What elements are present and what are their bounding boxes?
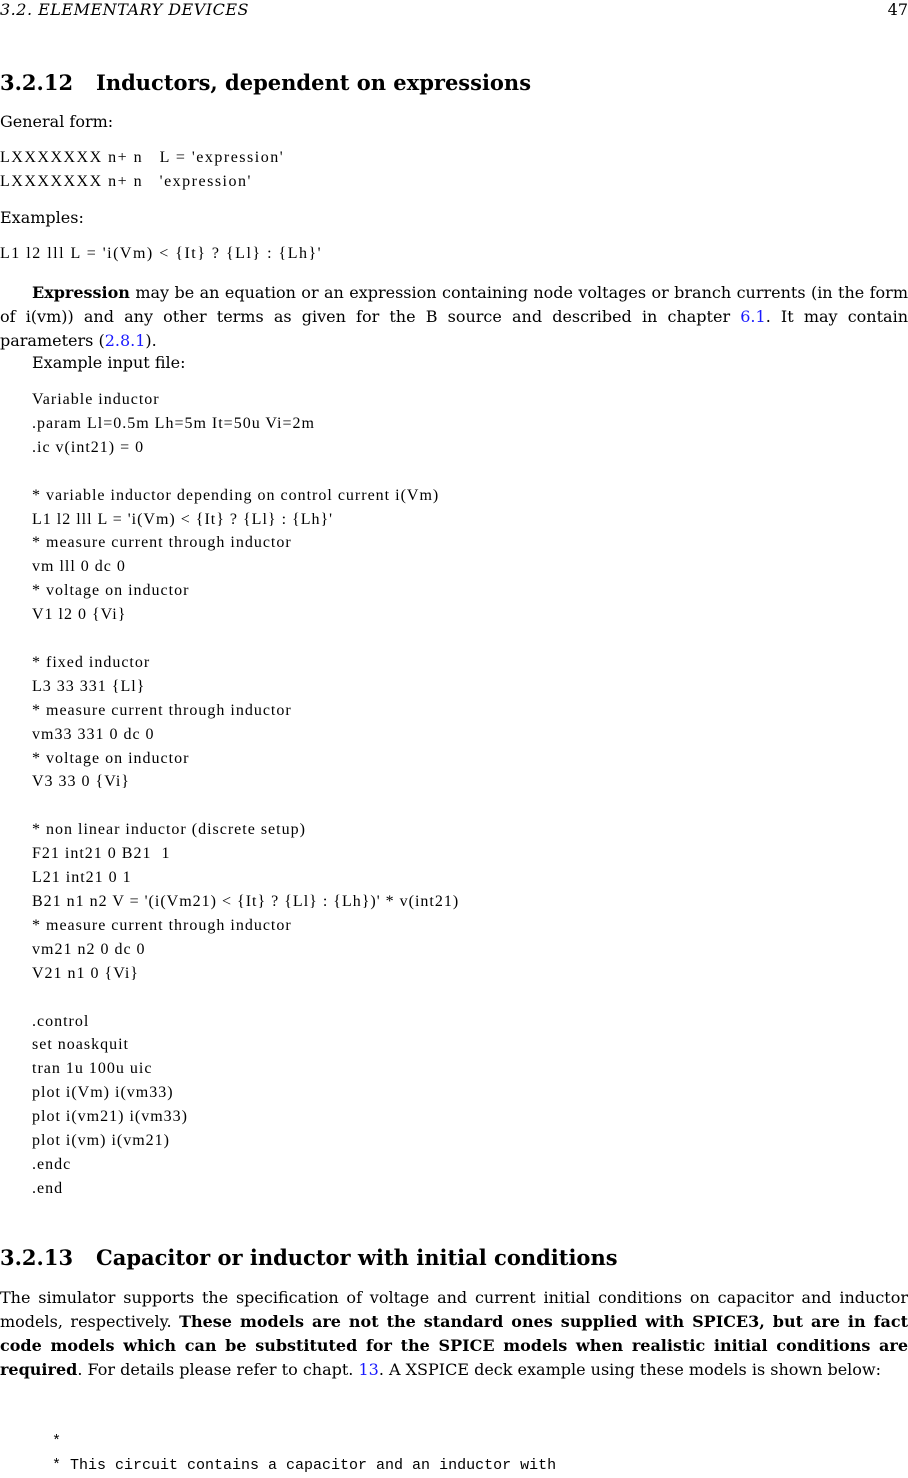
expression-term: Expression [32, 283, 130, 302]
code-line: .endc [32, 1155, 72, 1173]
code-line: * voltage on inductor [32, 582, 190, 600]
code-line [32, 460, 459, 484]
code-line: B21 n1 n2 V = '(i(Vm21) < {It} ? {Ll} : {Lh})' * v(int21) [32, 892, 460, 910]
code-line: * measure current through inductor [32, 916, 292, 934]
section-title: Inductors, dependent on expressions [96, 70, 532, 95]
code-line: vm33 331 0 dc 0 [32, 725, 155, 743]
examples-label: Examples: [0, 208, 84, 227]
code-line: tran 1u 100u uic [32, 1060, 153, 1078]
code-line: * measure current through inductor [32, 534, 292, 552]
example-input-label: Example input file: [32, 353, 186, 372]
code-line: plot i(Vm) i(vm33) [32, 1084, 174, 1102]
code-line: V21 n1 0 {Vi} [32, 964, 139, 982]
code-line [32, 986, 459, 1010]
general-form-block [0, 146, 284, 194]
code-line [32, 627, 459, 651]
code-line: * variable inductor depending on control current i(Vm) [32, 486, 440, 504]
code-line: L1 l2 lll L = 'i(Vm) < {It} ? {Ll} : {Lh}' [32, 510, 334, 528]
code-line: * non linear inductor (discrete setup) [32, 821, 306, 839]
general-form-line-2: LXXXXXXX n+ n 'expression' [0, 172, 252, 190]
code-line: L21 int21 0 1 [32, 869, 132, 887]
bold-statement: These models are not the standard ones supplied with SPICE3, but are in fact code models which can be substituted for the SPICE models when realistic initial conditions are required [0, 1312, 908, 1379]
code-line: V1 l2 0 {Vi} [32, 606, 127, 624]
section-heading-3-2-13 [0, 1245, 618, 1270]
paragraph-text: ). [145, 331, 157, 350]
expression-paragraph [0, 281, 908, 353]
section-link-2-8-1[interactable]: 2.8.1 [104, 331, 146, 350]
general-form-line-1: LXXXXXXX n+ n L = 'expression' [0, 149, 285, 166]
code-line: * fixed inductor [32, 653, 151, 671]
chapter-link-6-1[interactable]: 6.1 [740, 307, 766, 326]
running-header-section: 3.2. ELEMENTARY DEVICES [0, 0, 249, 19]
code-line [32, 794, 459, 818]
section-number: 3.2.13 [0, 1245, 74, 1270]
code-line: * This circuit contains a capacitor and an inductor with [52, 1457, 557, 1474]
paragraph-text: . For details please refer to chapt. [77, 1360, 359, 1379]
code-line: * voltage on inductor [32, 749, 190, 767]
section-number: 3.2.12 [0, 70, 74, 95]
code-line: V3 33 0 {Vi} [32, 773, 130, 791]
code-line: L3 33 331 {Ll} [32, 677, 146, 695]
section-title: Capacitor or inductor with initial conditions [96, 1245, 618, 1270]
running-header [0, 0, 908, 20]
code-line: .end [32, 1179, 64, 1197]
code-line: plot i(vm) i(vm21) [32, 1132, 170, 1150]
paragraph-text: may be an equation or an expression containing node voltages or branch currents (in the form of i(vm)) and any other terms as given for the B source and described in chapter [0, 283, 908, 326]
initial-conditions-paragraph [0, 1286, 908, 1382]
code-line: .control [32, 1012, 90, 1030]
code-line: plot i(vm21) i(vm33) [32, 1108, 188, 1126]
chapter-link-13[interactable]: 13 [358, 1360, 379, 1379]
paragraph-text: The simulator supports the specification of voltage and current initial conditions on capacitor and inductor models, respectively. [0, 1288, 908, 1331]
example-line: L1 l2 lll L = 'i(Vm) < {It} ? {Ll} : {Lh}' [0, 245, 323, 262]
section-heading-3-2-12 [0, 70, 531, 95]
code-line: vm21 n2 0 dc 0 [32, 940, 146, 958]
code-line: set noaskquit [32, 1036, 129, 1054]
code-line: F21 int21 0 B21 1 [32, 845, 171, 863]
paragraph-text: . A XSPICE deck example using these models is shown below: [378, 1360, 882, 1379]
general-form-label: General form: [0, 112, 114, 131]
page-number: 47 [887, 0, 908, 19]
example-code-block [32, 388, 459, 1201]
code-line: * [52, 1433, 62, 1450]
paragraph-text: . It may contain parameters ( [0, 307, 908, 350]
code-line: .ic v(int21) = 0 [32, 438, 145, 456]
code-line: Variable inductor [32, 391, 160, 408]
code-line: .param Ll=0.5m Lh=5m It=50u Vi=2m [32, 414, 315, 432]
xspice-code-block [52, 1430, 556, 1478]
code-line: * measure current through inductor [32, 701, 292, 719]
code-line: vm lll 0 dc 0 [32, 558, 126, 576]
